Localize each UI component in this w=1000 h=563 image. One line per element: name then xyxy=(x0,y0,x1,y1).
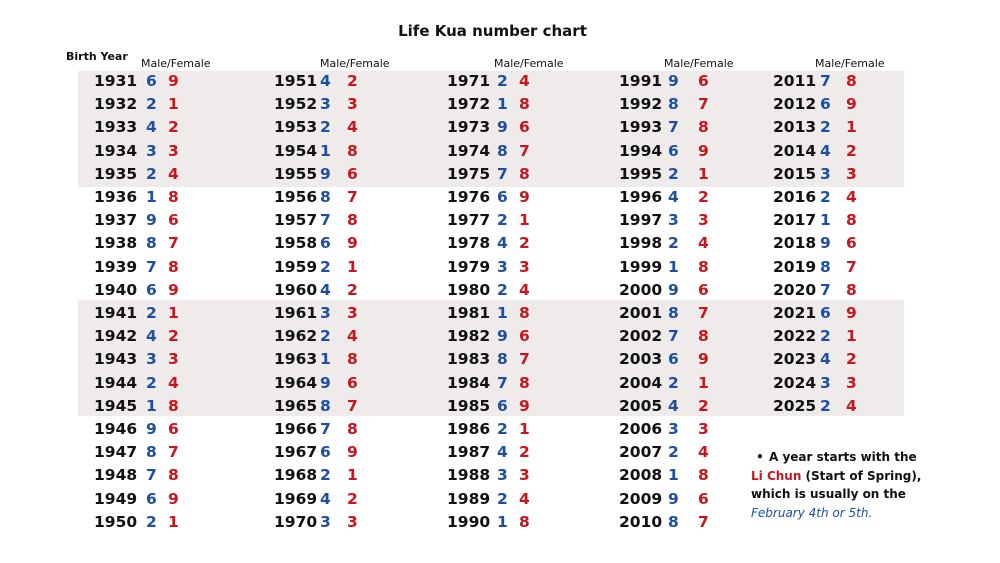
male-kua-number: 2 xyxy=(820,118,831,137)
male-kua-number: 1 xyxy=(146,396,157,415)
birth-year: 2020 xyxy=(773,280,817,299)
male-kua-number: 7 xyxy=(497,164,508,183)
birth-year: 1975 xyxy=(447,164,491,183)
male-kua-number: 2 xyxy=(820,327,831,346)
female-kua-number: 8 xyxy=(347,420,358,438)
male-kua-number: 2 xyxy=(146,164,157,183)
male-kua-number: 2 xyxy=(497,489,508,508)
male-kua-number: 9 xyxy=(820,234,831,253)
male-kua-number: 8 xyxy=(320,396,331,415)
birth-year: 1972 xyxy=(447,95,491,114)
birth-year-label: Birth Year xyxy=(66,50,128,63)
birth-year: 1938 xyxy=(94,234,138,253)
female-kua-number: 2 xyxy=(846,141,857,160)
female-kua-number: 3 xyxy=(347,304,358,322)
male-kua-number: 7 xyxy=(820,280,831,299)
birth-year: 1955 xyxy=(274,164,318,183)
female-kua-number: 9 xyxy=(846,95,857,114)
note-line-1: A year starts with the xyxy=(769,450,917,464)
female-kua-number: 8 xyxy=(698,257,709,276)
male-kua-number: 2 xyxy=(497,211,508,230)
male-kua-number: 9 xyxy=(497,327,508,346)
birth-year: 2004 xyxy=(619,373,663,392)
birth-year: 2023 xyxy=(773,350,817,369)
female-kua-number: 1 xyxy=(846,327,857,346)
male-kua-number: 9 xyxy=(320,164,331,183)
female-kua-number: 4 xyxy=(698,234,709,253)
male-kua-number: 4 xyxy=(497,234,508,253)
female-kua-number: 9 xyxy=(168,280,179,299)
birth-year: 2016 xyxy=(773,188,817,206)
birth-year: 2007 xyxy=(619,443,663,462)
female-kua-number: 8 xyxy=(846,280,857,299)
male-kua-number: 2 xyxy=(320,327,331,346)
female-kua-number: 9 xyxy=(168,72,179,90)
birth-year: 1986 xyxy=(447,420,491,438)
female-kua-number: 6 xyxy=(168,420,179,438)
female-kua-number: 3 xyxy=(168,350,179,369)
male-kua-number: 6 xyxy=(146,489,157,508)
birth-year: 1943 xyxy=(94,350,138,369)
female-kua-number: 1 xyxy=(347,466,358,485)
birth-year: 1991 xyxy=(619,72,663,90)
male-kua-number: 6 xyxy=(146,280,157,299)
female-kua-number: 1 xyxy=(168,304,179,322)
male-kua-number: 4 xyxy=(320,72,331,90)
male-kua-number: 3 xyxy=(146,350,157,369)
male-kua-number: 1 xyxy=(497,512,508,531)
female-kua-number: 4 xyxy=(519,280,530,299)
birth-year: 1968 xyxy=(274,466,318,485)
female-kua-number: 4 xyxy=(519,72,530,90)
birth-year: 1979 xyxy=(447,257,491,276)
birth-year: 1981 xyxy=(447,304,491,322)
female-kua-number: 8 xyxy=(846,211,857,230)
birth-year: 1971 xyxy=(447,72,491,90)
female-kua-number: 3 xyxy=(347,512,358,531)
birth-year: 1987 xyxy=(447,443,491,462)
birth-year: 1980 xyxy=(447,280,491,299)
male-kua-number: 2 xyxy=(497,280,508,299)
female-kua-number: 7 xyxy=(519,141,530,160)
birth-year: 1993 xyxy=(619,118,663,137)
male-kua-number: 8 xyxy=(820,257,831,276)
birth-year: 2015 xyxy=(773,164,817,183)
birth-year: 2019 xyxy=(773,257,817,276)
birth-year: 1944 xyxy=(94,373,138,392)
male-kua-number: 8 xyxy=(497,141,508,160)
birth-year: 1961 xyxy=(274,304,318,322)
birth-year: 2011 xyxy=(773,72,817,90)
male-kua-number: 4 xyxy=(320,280,331,299)
female-kua-number: 9 xyxy=(846,304,857,322)
male-kua-number: 9 xyxy=(668,489,679,508)
female-kua-number: 7 xyxy=(698,512,709,531)
female-kua-number: 8 xyxy=(168,396,179,415)
female-kua-number: 9 xyxy=(347,234,358,253)
female-kua-number: 1 xyxy=(347,257,358,276)
female-kua-number: 6 xyxy=(846,234,857,253)
male-kua-number: 2 xyxy=(146,512,157,531)
birth-year: 2002 xyxy=(619,327,663,346)
male-kua-number: 7 xyxy=(146,466,157,485)
male-kua-number: 4 xyxy=(820,141,831,160)
male-kua-number: 4 xyxy=(146,118,157,137)
female-kua-number: 4 xyxy=(519,489,530,508)
female-kua-number: 1 xyxy=(168,95,179,114)
birth-year: 2008 xyxy=(619,466,663,485)
birth-year: 1950 xyxy=(94,512,138,531)
male-kua-number: 7 xyxy=(146,257,157,276)
birth-year: 2005 xyxy=(619,396,663,415)
male-kua-number: 6 xyxy=(320,443,331,462)
birth-year: 1983 xyxy=(447,350,491,369)
female-kua-number: 8 xyxy=(347,211,358,230)
female-kua-number: 8 xyxy=(698,466,709,485)
birth-year: 2024 xyxy=(773,373,817,392)
female-kua-number: 2 xyxy=(519,234,530,253)
female-kua-number: 3 xyxy=(846,373,857,392)
birth-year: 2021 xyxy=(773,304,817,322)
male-kua-number: 3 xyxy=(820,373,831,392)
female-kua-number: 6 xyxy=(347,164,358,183)
male-kua-number: 8 xyxy=(497,350,508,369)
birth-year: 1976 xyxy=(447,188,491,206)
birth-year: 2001 xyxy=(619,304,663,322)
birth-year: 1954 xyxy=(274,141,318,160)
male-female-header-1: Male/Female xyxy=(141,57,211,70)
female-kua-number: 4 xyxy=(846,188,857,206)
female-kua-number: 2 xyxy=(347,72,358,90)
male-kua-number: 1 xyxy=(320,350,331,369)
female-kua-number: 8 xyxy=(519,512,530,531)
birth-year: 1960 xyxy=(274,280,318,299)
female-kua-number: 9 xyxy=(519,396,530,415)
female-kua-number: 7 xyxy=(698,95,709,114)
male-kua-number: 6 xyxy=(820,95,831,114)
male-kua-number: 1 xyxy=(497,304,508,322)
female-kua-number: 9 xyxy=(347,443,358,462)
birth-year: 1942 xyxy=(94,327,138,346)
birth-year: 1932 xyxy=(94,95,138,114)
page-title: Life Kua number chart xyxy=(398,22,587,40)
male-kua-number: 3 xyxy=(320,95,331,114)
female-kua-number: 8 xyxy=(846,72,857,90)
female-kua-number: 1 xyxy=(519,420,530,438)
birth-year: 1941 xyxy=(94,304,138,322)
female-kua-number: 8 xyxy=(698,118,709,137)
male-kua-number: 3 xyxy=(668,211,679,230)
birth-year: 1952 xyxy=(274,95,318,114)
female-kua-number: 7 xyxy=(846,257,857,276)
female-kua-number: 7 xyxy=(168,443,179,462)
male-kua-number: 1 xyxy=(320,141,331,160)
male-kua-number: 9 xyxy=(320,373,331,392)
birth-year: 1949 xyxy=(94,489,138,508)
female-kua-number: 4 xyxy=(168,373,179,392)
female-kua-number: 8 xyxy=(519,95,530,114)
birth-year: 1999 xyxy=(619,257,663,276)
male-kua-number: 3 xyxy=(146,141,157,160)
male-kua-number: 4 xyxy=(497,443,508,462)
male-female-header-3: Male/Female xyxy=(494,57,564,70)
birth-year: 2017 xyxy=(773,211,817,230)
male-kua-number: 6 xyxy=(497,396,508,415)
male-kua-number: 6 xyxy=(497,188,508,206)
birth-year: 1969 xyxy=(274,489,318,508)
birth-year: 1997 xyxy=(619,211,663,230)
female-kua-number: 3 xyxy=(519,257,530,276)
female-kua-number: 1 xyxy=(519,211,530,230)
male-kua-number: 2 xyxy=(668,443,679,462)
birth-year: 1937 xyxy=(94,211,138,230)
female-kua-number: 9 xyxy=(168,489,179,508)
birth-year: 1977 xyxy=(447,211,491,230)
female-kua-number: 4 xyxy=(347,118,358,137)
birth-year: 1994 xyxy=(619,141,663,160)
male-kua-number: 6 xyxy=(668,141,679,160)
birth-year: 1982 xyxy=(447,327,491,346)
birth-year: 1962 xyxy=(274,327,318,346)
li-chun-note xyxy=(751,448,921,522)
male-kua-number: 9 xyxy=(497,118,508,137)
male-kua-number: 7 xyxy=(320,420,331,438)
female-kua-number: 6 xyxy=(698,72,709,90)
birth-year: 1947 xyxy=(94,443,138,462)
birth-year: 2022 xyxy=(773,327,817,346)
male-kua-number: 7 xyxy=(820,72,831,90)
female-kua-number: 2 xyxy=(168,327,179,346)
male-kua-number: 6 xyxy=(820,304,831,322)
female-kua-number: 3 xyxy=(168,141,179,160)
female-kua-number: 2 xyxy=(846,350,857,369)
birth-year: 1957 xyxy=(274,211,318,230)
female-kua-number: 7 xyxy=(698,304,709,322)
male-kua-number: 2 xyxy=(668,164,679,183)
male-kua-number: 4 xyxy=(820,350,831,369)
male-kua-number: 2 xyxy=(320,118,331,137)
birth-year: 1973 xyxy=(447,118,491,137)
female-kua-number: 2 xyxy=(347,280,358,299)
male-kua-number: 3 xyxy=(668,420,679,438)
female-kua-number: 8 xyxy=(347,350,358,369)
female-kua-number: 8 xyxy=(519,373,530,392)
male-female-header-2: Male/Female xyxy=(320,57,390,70)
birth-year: 1956 xyxy=(274,188,318,206)
female-kua-number: 6 xyxy=(347,373,358,392)
female-kua-number: 8 xyxy=(347,141,358,160)
male-kua-number: 8 xyxy=(668,512,679,531)
note-line-2: (Start of Spring), xyxy=(801,468,922,483)
birth-year: 1936 xyxy=(94,188,138,206)
birth-year: 1958 xyxy=(274,234,318,253)
male-kua-number: 4 xyxy=(668,396,679,415)
female-kua-number: 9 xyxy=(519,188,530,206)
bullet-icon: • xyxy=(756,450,764,464)
female-kua-number: 2 xyxy=(168,118,179,137)
female-kua-number: 6 xyxy=(698,489,709,508)
birth-year: 1985 xyxy=(447,396,491,415)
male-kua-number: 8 xyxy=(146,234,157,253)
male-kua-number: 9 xyxy=(668,280,679,299)
female-kua-number: 9 xyxy=(698,141,709,160)
female-kua-number: 2 xyxy=(698,188,709,206)
birth-year: 1996 xyxy=(619,188,663,206)
male-kua-number: 3 xyxy=(497,257,508,276)
male-kua-number: 2 xyxy=(820,188,831,206)
birth-year: 1959 xyxy=(274,257,318,276)
birth-year: 1965 xyxy=(274,396,318,415)
female-kua-number: 7 xyxy=(519,350,530,369)
male-kua-number: 2 xyxy=(146,373,157,392)
male-kua-number: 1 xyxy=(497,95,508,114)
female-kua-number: 6 xyxy=(168,211,179,230)
female-kua-number: 2 xyxy=(698,396,709,415)
female-kua-number: 7 xyxy=(168,234,179,253)
male-kua-number: 9 xyxy=(668,72,679,90)
birth-year: 1945 xyxy=(94,396,138,415)
birth-year: 1963 xyxy=(274,350,318,369)
male-kua-number: 2 xyxy=(820,396,831,415)
birth-year: 1966 xyxy=(274,420,318,438)
birth-year: 1992 xyxy=(619,95,663,114)
male-kua-number: 1 xyxy=(668,257,679,276)
female-kua-number: 1 xyxy=(698,373,709,392)
male-female-header-4: Male/Female xyxy=(664,57,734,70)
female-kua-number: 7 xyxy=(347,188,358,206)
female-kua-number: 8 xyxy=(168,466,179,485)
female-kua-number: 8 xyxy=(168,188,179,206)
male-kua-number: 7 xyxy=(668,327,679,346)
female-kua-number: 2 xyxy=(519,443,530,462)
birth-year: 1970 xyxy=(274,512,318,531)
birth-year: 1953 xyxy=(274,118,318,137)
female-kua-number: 9 xyxy=(698,350,709,369)
birth-year: 2025 xyxy=(773,396,817,415)
female-kua-number: 4 xyxy=(347,327,358,346)
male-kua-number: 2 xyxy=(497,72,508,90)
birth-year: 2003 xyxy=(619,350,663,369)
birth-year: 1951 xyxy=(274,72,318,90)
male-kua-number: 9 xyxy=(146,211,157,230)
note-date: February 4th or 5th. xyxy=(751,505,873,520)
female-kua-number: 4 xyxy=(168,164,179,183)
birth-year: 1988 xyxy=(447,466,491,485)
female-kua-number: 6 xyxy=(698,280,709,299)
male-kua-number: 2 xyxy=(146,95,157,114)
birth-year: 1939 xyxy=(94,257,138,276)
note-line-3: which is usually on the xyxy=(751,487,906,501)
female-kua-number: 1 xyxy=(698,164,709,183)
birth-year: 1946 xyxy=(94,420,138,438)
birth-year: 1934 xyxy=(94,141,138,160)
male-kua-number: 4 xyxy=(146,327,157,346)
male-kua-number: 3 xyxy=(320,512,331,531)
birth-year: 2010 xyxy=(619,512,663,531)
male-kua-number: 3 xyxy=(497,466,508,485)
birth-year: 1990 xyxy=(447,512,491,531)
male-kua-number: 3 xyxy=(820,164,831,183)
female-kua-number: 7 xyxy=(347,396,358,415)
male-kua-number: 1 xyxy=(146,188,157,206)
birth-year: 1940 xyxy=(94,280,138,299)
birth-year: 1931 xyxy=(94,72,138,90)
male-kua-number: 1 xyxy=(820,211,831,230)
birth-year: 2000 xyxy=(619,280,663,299)
female-kua-number: 8 xyxy=(519,304,530,322)
birth-year: 1995 xyxy=(619,164,663,183)
birth-year: 2012 xyxy=(773,95,817,114)
male-kua-number: 8 xyxy=(668,304,679,322)
male-kua-number: 6 xyxy=(668,350,679,369)
birth-year: 1948 xyxy=(94,466,138,485)
birth-year: 1974 xyxy=(447,141,491,160)
female-kua-number: 6 xyxy=(519,327,530,346)
female-kua-number: 8 xyxy=(519,164,530,183)
birth-year: 1984 xyxy=(447,373,491,392)
male-kua-number: 1 xyxy=(668,466,679,485)
birth-year: 2006 xyxy=(619,420,663,438)
birth-year: 1967 xyxy=(274,443,318,462)
male-kua-number: 2 xyxy=(668,234,679,253)
male-female-header-5: Male/Female xyxy=(815,57,885,70)
female-kua-number: 1 xyxy=(846,118,857,137)
birth-year: 2013 xyxy=(773,118,817,137)
male-kua-number: 7 xyxy=(320,211,331,230)
female-kua-number: 1 xyxy=(168,512,179,531)
birth-year: 1935 xyxy=(94,164,138,183)
male-kua-number: 8 xyxy=(146,443,157,462)
male-kua-number: 6 xyxy=(320,234,331,253)
female-kua-number: 4 xyxy=(846,396,857,415)
female-kua-number: 6 xyxy=(519,118,530,137)
female-kua-number: 3 xyxy=(347,95,358,114)
female-kua-number: 3 xyxy=(519,466,530,485)
male-kua-number: 9 xyxy=(146,420,157,438)
birth-year: 1978 xyxy=(447,234,491,253)
male-kua-number: 8 xyxy=(668,95,679,114)
female-kua-number: 8 xyxy=(698,327,709,346)
li-chun-term: Li Chun xyxy=(751,468,802,483)
male-kua-number: 2 xyxy=(320,466,331,485)
female-kua-number: 2 xyxy=(347,489,358,508)
birth-year: 2009 xyxy=(619,489,663,508)
male-kua-number: 7 xyxy=(668,118,679,137)
female-kua-number: 3 xyxy=(698,211,709,230)
female-kua-number: 4 xyxy=(698,443,709,462)
male-kua-number: 8 xyxy=(320,188,331,206)
male-kua-number: 2 xyxy=(497,420,508,438)
male-kua-number: 4 xyxy=(320,489,331,508)
birth-year: 1998 xyxy=(619,234,663,253)
birth-year: 1989 xyxy=(447,489,491,508)
birth-year: 1964 xyxy=(274,373,318,392)
male-kua-number: 2 xyxy=(320,257,331,276)
female-kua-number: 3 xyxy=(698,420,709,438)
birth-year: 1933 xyxy=(94,118,138,137)
male-kua-number: 7 xyxy=(497,373,508,392)
male-kua-number: 2 xyxy=(146,304,157,322)
female-kua-number: 8 xyxy=(168,257,179,276)
male-kua-number: 6 xyxy=(146,72,157,90)
male-kua-number: 3 xyxy=(320,304,331,322)
male-kua-number: 4 xyxy=(668,188,679,206)
male-kua-number: 2 xyxy=(668,373,679,392)
female-kua-number: 3 xyxy=(846,164,857,183)
birth-year: 2018 xyxy=(773,234,817,253)
birth-year: 2014 xyxy=(773,141,817,160)
